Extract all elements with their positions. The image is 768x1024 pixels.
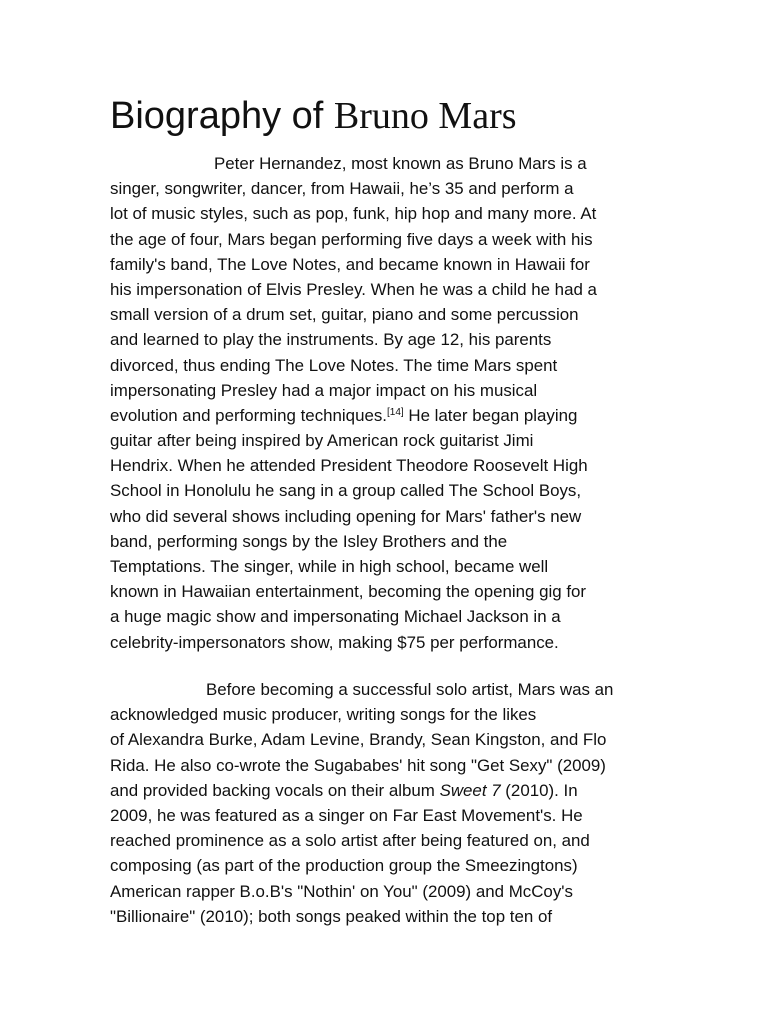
text-line: and learned to play the instruments. By age 12, his parents	[110, 330, 552, 350]
text-segment: and provided backing vocals on their album	[110, 780, 440, 800]
text-line: a huge magic show and impersonating Michael Jackson in a	[110, 607, 561, 627]
paragraph-early-life	[110, 151, 690, 655]
text-line: guitar after being inspired by American rock guitarist Jimi	[110, 431, 534, 451]
text-line: American rapper B.o.B's "Nothin' on You" (2009) and McCoy's	[110, 881, 573, 901]
text-line: of Alexandra Burke, Adam Levine, Brandy, Sean Kingston, and Flo	[110, 730, 607, 750]
text-line	[110, 403, 690, 428]
text-line: small version of a drum set, guitar, piano and some percussion	[110, 305, 579, 325]
text-line: 2009, he was featured as a singer on Far East Movement's. He	[110, 805, 583, 825]
text-line: acknowledged music producer, writing songs for the likes	[110, 705, 537, 725]
text-line: known in Hawaiian entertainment, becoming the opening gig for	[110, 582, 587, 602]
text-line: family's band, The Love Notes, and became known in Hawaii for	[110, 254, 590, 274]
text-segment: (2010). In	[500, 780, 578, 800]
text-segment: evolution and performing techniques.	[110, 405, 387, 425]
text-line: celebrity-impersonators show, making $75 per performance.	[110, 632, 559, 652]
paragraph-career	[110, 677, 690, 929]
text-line: School in Honolulu he sang in a group called The School Boys,	[110, 481, 582, 501]
text-line: Peter Hernandez, most known as Bruno Mars is a	[214, 154, 587, 173]
text-line: Before becoming a successful solo artist, Mars was an	[206, 680, 614, 699]
text-line: who did several shows including opening for Mars' father's new	[110, 506, 582, 526]
text-line: Rida. He also co-wrote the Sugababes' hit song "Get Sexy" (2009)	[110, 755, 606, 775]
title-prefix: Biography of	[110, 95, 334, 137]
text-line: lot of music styles, such as pop, funk, hip hop and many more. At	[110, 204, 597, 224]
citation-reference: [14]	[387, 406, 404, 418]
title-name: Bruno Mars	[333, 95, 517, 137]
text-line: band, performing songs by the Isley Brothers and the	[110, 531, 508, 551]
text-line: singer, songwriter, dancer, from Hawaii, he’s 35 and perform a	[110, 179, 574, 199]
text-line: Hendrix. When he attended President Theodore Roosevelt High	[110, 456, 588, 476]
text-line: impersonating Presley had a major impact on his musical	[110, 380, 538, 400]
album-title: Sweet 7	[439, 780, 501, 800]
text-line: "Billionaire" (2010); both songs peaked within the top ten of	[110, 906, 553, 926]
text-line: composing (as part of the production group the Smeezingtons)	[110, 856, 578, 876]
text-line	[110, 778, 690, 803]
text-line: divorced, thus ending The Love Notes. The time Mars spent	[110, 355, 558, 375]
text-line: reached prominence as a solo artist after being featured on, and	[110, 831, 590, 851]
text-segment: He later began playing	[403, 405, 578, 425]
text-line: the age of four, Mars began performing five days a week with his	[110, 229, 593, 249]
page-title	[110, 86, 517, 146]
text-line: his impersonation of Elvis Presley. When he was a child he had a	[110, 279, 597, 299]
text-line: Temptations. The singer, while in high school, became well	[110, 557, 549, 576]
